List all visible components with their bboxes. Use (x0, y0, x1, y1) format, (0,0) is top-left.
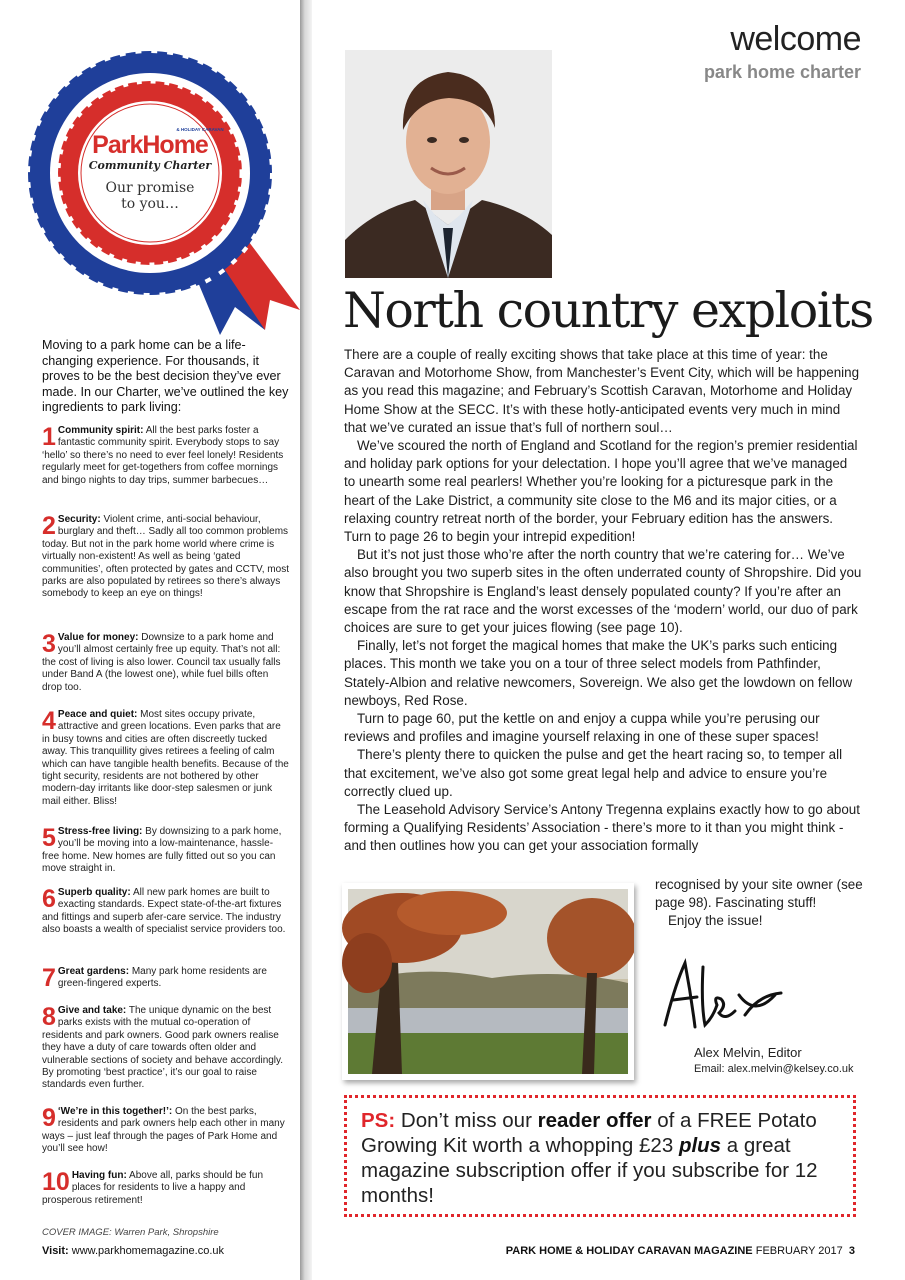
footer (506, 1245, 855, 1257)
ps-label: PS: (361, 1109, 396, 1132)
editor-portrait (345, 50, 552, 278)
reader-offer-label: reader offer (537, 1109, 652, 1132)
charter-item: 10 Having fun: Above all, parks should be fun places for residents to live a happy and prosperous retirement! (42, 1168, 264, 1206)
editorial-paragraph: We’ve scoured the north of England and Scotland for the region’s premier residential and holiday park options for your delectation. I hope you’ll agree that we’ve managed to unearth some real pearlers! Whether you’re looking for a picturesque park in the heart of the Lake District, a community site close to the M6 and its major cities, or a relaxing country retreat north of the border, your February edition has the answers. Turn to page 26 to begin your intrepid expedition! (344, 438, 858, 545)
visit-line (42, 1245, 224, 1257)
lake-district-photo (342, 883, 634, 1080)
editorial-paragraph: recognised by your site owner (see page 98). Fascinating stuff! (655, 877, 863, 911)
charter-item: 5 Stress-free living: By downsizing to a park home, you’ll be moving into a low-maintenance, hassle-free home. New homes are fully fitted out so you can move straight in. (42, 824, 282, 875)
page-number: 3 (848, 1245, 855, 1257)
editorial-paragraph: The Leasehold Advisory Service’s Antony Tregenna explains exactly how to go about forming a Qualifying Residents’ Association - there’s more to it than you might think - and then outlines how you can get your association formally (344, 802, 860, 854)
rosette-brand: ParkHome (92, 131, 208, 159)
section-title: welcome (730, 20, 861, 58)
headline: North country exploits (343, 282, 873, 339)
sign-off: Enjoy the issue! (668, 913, 763, 929)
rosette-promise-line1: Our promise (105, 180, 195, 196)
visit-url-link[interactable]: www.parkhomemagazine.co.uk (71, 1245, 225, 1257)
charter-intro: Moving to a park home can be a life-changing experience. For thousands, it proves to be the best decision they’ve ever made. In our Charter, we’ve outlined the key ingredients to park living: (42, 338, 289, 415)
left-sidebar (0, 0, 300, 1280)
editorial-wrap-text (655, 876, 865, 931)
rosette-subtitle: Community Charter (88, 159, 212, 172)
reader-offer-box: PS: Don’t miss our reader offer of a FREE Potato Growing Kit worth a whopping £23 plus a great magazine subscription offer if you subscribe for 12 months! (344, 1095, 856, 1217)
editorial-paragraph: There’s plenty there to quicken the pulse and get the heart racing so, to temper all that excitement, we’ve also got some great legal help and advice to ensure you’re correctly clued up. (344, 747, 843, 799)
editorial-body (344, 346, 862, 856)
footer-magazine: PARK HOME & HOLIDAY CARAVAN MAGAZINE (505, 1245, 753, 1257)
editor-signature (655, 955, 785, 1035)
editorial-paragraph: Finally, let’s not forget the magical homes that make the UK’s parks such enticing places. This month we take you on a tour of three select models from Pathfinder, Stately-Albion and relative newcomers, Sovereign. We also get the lowdown on fellow newboys, Red Rose. (344, 638, 853, 708)
editorial-paragraph: Turn to page 60, put the kettle on and enjoy a cuppa while you’re perusing our reviews and profiles and imagine yourself relaxing in one of these super spaces! (344, 711, 820, 745)
section-subtitle: park home charter (703, 62, 861, 82)
rosette-brand-sub: & HOLIDAY CARAVAN (176, 127, 224, 132)
charter-list (42, 425, 290, 1207)
rosette-badge (20, 45, 300, 340)
editor-email-link[interactable]: Email: alex.melvin@kelsey.co.uk (694, 1063, 854, 1075)
charter-item: 7 Great gardens: Many park home residents are green-fingered experts. (42, 964, 267, 992)
charter-item: 6 Superb quality: All new park homes are built to exacting standards. Expect state-of-the-art fixtures and fittings and superb afer-care service. The industry also boasts a wealth of specialist service providers too. (42, 885, 286, 936)
charter-item: 8 Give and take: The unique dynamic on the best parks exists with the mutual co-operation of residents and park owners. Good park owners realise they have a duty of care towards often older and vulnerable sections of society and behave accordingly. By promoting ‘best practice’, it’s our goal to raise standards even further. (42, 1003, 284, 1091)
rosette-center (78, 101, 222, 245)
footer-issue: FEBRUARY 2017 (755, 1245, 843, 1257)
editorial-paragraph: There are a couple of really exciting shows that take place at this time of year: the Caravan and Motorhome Show, from Manchester’s Event City, which will be happening as you read this magazine; and February’s Scottish Caravan, Motorhome and Holiday Home Show at the SECC. It’s with these hotly-anticipated events very much in mind that we’ve curated an issue that’s full of northern soul… (344, 347, 860, 435)
charter-item: 2 Security: Violent crime, anti-social behaviour, burglary and theft… Sadly all too common problems today. But not in the park home world where crime is virtually non-existent! As well as being ‘gated communities’, often protected by gates and CCTV, most parks are also populated by retirees so there’s always somebody to keep an eye on things! (42, 512, 289, 600)
visit-label: Visit: (42, 1245, 69, 1257)
charter-item: 9 ‘We’re in this together!’: On the best parks, residents and park owners help each other in many ways – just leaf through the pages of Park Home and you’ll see how! (42, 1104, 285, 1155)
charter-item: 3 Value for money: Downsize to a park home and you’ll almost certainly free up equity. That’s not all: the cost of living is also lower. Council tax usually falls under Band A (the lowest one), while fuel bills often drop too. (42, 630, 281, 693)
page-gutter-shadow (300, 0, 312, 1280)
rosette-promise-line2: to you… (121, 196, 179, 212)
charter-item: 1 Community spirit: All the best parks foster a fantastic community spirit. Everybody stops to say ‘hello’ so there’s no need to ever feel lonely! Residents regularly meet for get-togethers from coffee mornings and bingo nights to day trips, summer barbecues… (42, 423, 284, 486)
editor-name: Alex Melvin, Editor (694, 1045, 802, 1060)
charter-item: 4 Peace and quiet: Most sites occupy private, attractive and green locations. Even parks that are in busy towns and cities are often discreetly tucked away. This tranquillity gives retirees a feeling of calm which can have tangible health benefits. Because of the tight security, residents are not bothered by other modern-day irritants like door-step salesmen or junk mail either. Bliss! (42, 707, 289, 807)
editorial-paragraph: But it’s not just those who’re after the north country that we’re catering for… We’ve also brought you two superb sites in the often underrated county of Shropshire. Did you know that Shropshire is England’s least densely populated county? If you’re after an escape from the rat race and the worst excesses of the ‘modern’ world, our duo of park choices are sure to get your juices flowing (see page 10). (344, 547, 862, 636)
cover-credit: COVER IMAGE: Warren Park, Shropshire (42, 1227, 219, 1238)
